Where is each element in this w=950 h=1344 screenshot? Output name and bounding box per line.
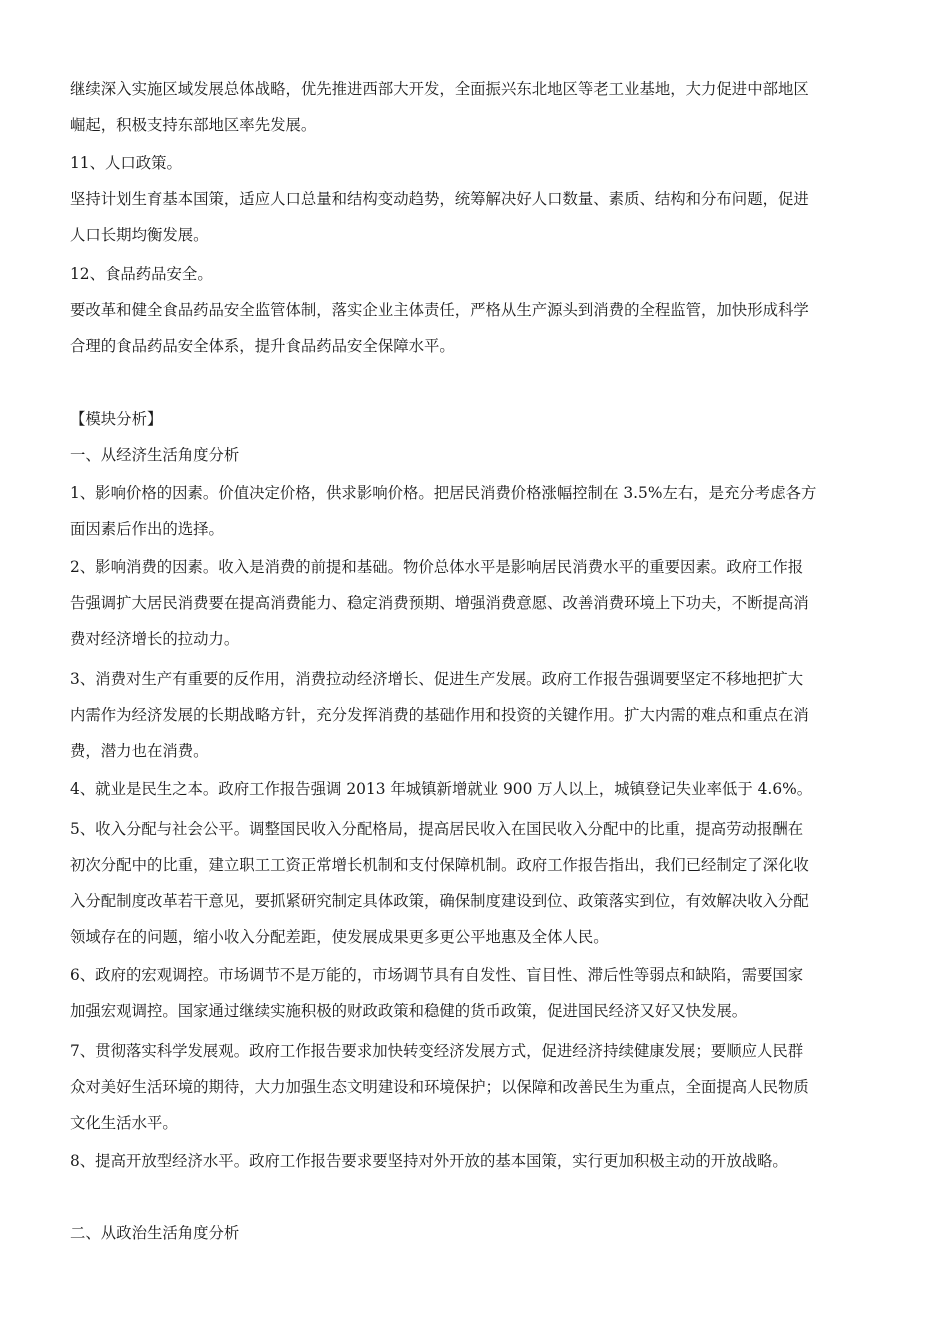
text-line: 领域存在的问题，缩小收入分配差距，使发展成果更多更公平地惠及全体人民。: [70, 928, 609, 946]
text-line: 面因素后作出的选择。: [70, 520, 224, 538]
text-line: 人口长期均衡发展。: [70, 226, 209, 244]
section-heading: 11、人口政策。: [70, 154, 182, 172]
module-heading: 【模块分析】: [70, 410, 163, 428]
text-line: 8、提高开放型经济水平。政府工作报告要求要坚持对外开放的基本国策，实行更加积极主动的开放战略。: [70, 1152, 788, 1170]
text-line: 崛起，积极支持东部地区率先发展。: [70, 116, 317, 134]
section-heading: 12、食品药品安全。: [70, 265, 213, 283]
text-line: 3、消费对生产有重要的反作用，消费拉动经济增长、促进生产发展。政府工作报告强调要坚定不移地把扩大: [70, 670, 804, 688]
text-line: 费对经济增长的拉动力。: [70, 630, 240, 648]
text-line: 2、影响消费的因素。收入是消费的前提和基础。物价总体水平是影响居民消费水平的重要因素。政府工作报: [70, 558, 804, 576]
text-line: 入分配制度改革若干意见，要抓紧研究制定具体政策，确保制度建设到位、政策落实到位，有效解决收入分配: [70, 892, 809, 910]
section-heading: 一、从经济生活角度分析: [70, 446, 240, 464]
text-line: 初次分配中的比重，建立职工工资正常增长机制和支付保障机制。政府工作报告指出，我们已经制定了深化收: [70, 856, 809, 874]
text-line: 7、贯彻落实科学发展观。政府工作报告要求加快转变经济发展方式，促进经济持续健康发展；要顺应人民群: [70, 1042, 804, 1060]
text-line: 要改革和健全食品药品安全监管体制，落实企业主体责任，严格从生产源头到消费的全程监管，加快形成科学: [70, 301, 809, 319]
text-line: 文化生活水平。: [70, 1114, 178, 1132]
text-line: 坚持计划生育基本国策，适应人口总量和结构变动趋势，统筹解决好人口数量、素质、结构和分布问题，促进: [70, 190, 809, 208]
text-line: 众对美好生活环境的期待，大力加强生态文明建设和环境保护；以保障和改善民生为重点，全面提高人民物质: [70, 1078, 809, 1096]
section-heading: 二、从政治生活角度分析: [70, 1224, 240, 1242]
text-line: 6、政府的宏观调控。市场调节不是万能的，市场调节具有自发性、盲目性、滞后性等弱点和缺陷，需要国家: [70, 966, 804, 984]
text-line: 5、收入分配与社会公平。调整国民收入分配格局，提高居民收入在国民收入分配中的比重，提高劳动报酬在: [70, 820, 804, 838]
text-line: 4、就业是民生之本。政府工作报告强调 2013 年城镇新增就业 900 万人以上，城镇登记失业率低于 4.6%。: [70, 780, 813, 798]
text-line: 内需作为经济发展的长期战略方针，充分发挥消费的基础作用和投资的关键作用。扩大内需的难点和重点在消: [70, 706, 809, 724]
text-line: 合理的食品药品安全体系，提升食品药品安全保障水平。: [70, 337, 455, 355]
text-line: 费，潜力也在消费。: [70, 742, 209, 760]
text-line: 告强调扩大居民消费要在提高消费能力、稳定消费预期、增强消费意愿、改善消费环境上下功夫，不断提高消: [70, 594, 809, 612]
text-line: 1、影响价格的因素。价值决定价格，供求影响价格。把居民消费价格涨幅控制在 3.5%左右，是充分考虑各方: [70, 484, 817, 502]
text-line: 继续深入实施区域发展总体战略，优先推进西部大开发，全面振兴东北地区等老工业基地，大力促进中部地区: [70, 80, 809, 98]
text-line: 加强宏观调控。国家通过继续实施积极的财政政策和稳健的货币政策，促进国民经济又好又快发展。: [70, 1002, 748, 1020]
